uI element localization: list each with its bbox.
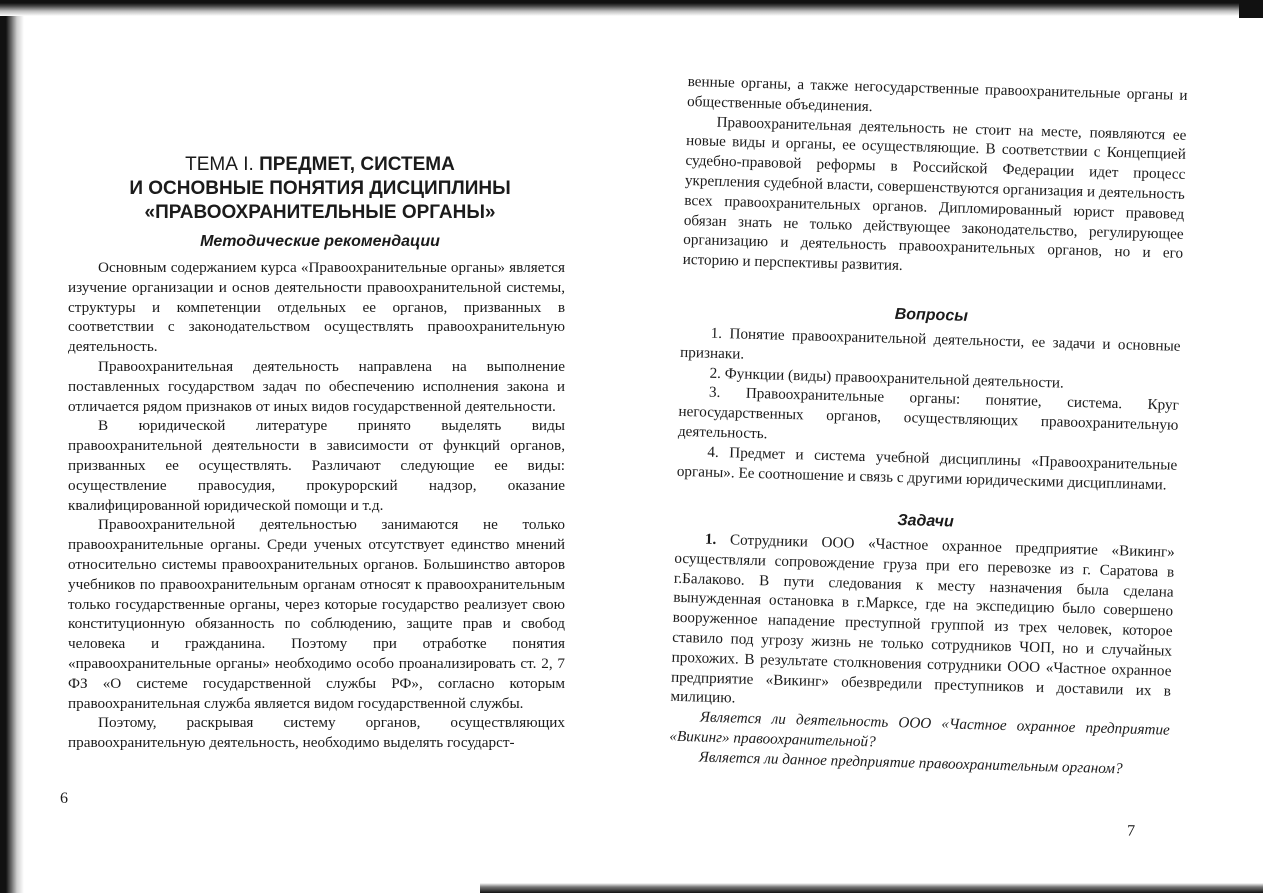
topic-number: ТЕМА I.: [185, 154, 254, 175]
paragraph: Правоохранительная деятельность направлена на выполнение поставленных государством задач по обеспечению исполнения закона и отличается рядом признаков от иных видов государственной деятельности.: [68, 357, 565, 415]
paragraph: Правоохранительной деятельностью занимаются не только правоохранительные органы. Среди ученых отсутствует единство мнений относительно системы правоохранительных органов. Большинство авторов учебников по правоохранительным органам относят к правоохранительным только государственные органы, через которые государство реализует свою конституционную обязанность по соблюдению, защите прав и свобод человека и гражданина. Поэтому при отработке понятия «правоохранительные органы» необходимо особо проанализировать ст. 2, 7 ФЗ «О системе государственной службы РФ», согласно которым правоохранительная служба является видом государственной службы.: [68, 516, 565, 712]
topic-title-line-3: «ПРАВООХРАНИТЕЛЬНЫЕ ОРГАНЫ»: [144, 202, 496, 223]
task-1: [669, 529, 1175, 780]
task-number: 1.: [704, 530, 717, 548]
page-number-right: 7: [1126, 822, 1136, 840]
topic-title: [60, 153, 580, 225]
topic-title-line-2: И ОСНОВНЫЕ ПОНЯТИЯ ДИСЦИПЛИНЫ: [129, 178, 511, 199]
scan-corner: [1239, 0, 1263, 18]
paragraph: Основным содержанием курса «Правоохранительные органы» является изучение организации и основ деятельности правоохранительной системы, структуры и компетенции отдельных ее органов, призванных в соответствии с законодательством осуществлять правоохранительную деятельность.: [68, 259, 565, 356]
topic-title-start: ПРЕДМЕТ, СИСТЕМА: [259, 154, 455, 175]
continued-text: [682, 72, 1187, 284]
topic-title-line-1: [60, 153, 580, 177]
methodical-text: [68, 258, 565, 753]
scan-shadow-bottom: [480, 883, 1263, 893]
task-question: Является ли деятельность ООО «Частное охранное предприятие «Викинг» правоохранительной?: [669, 708, 1171, 751]
methodical-heading: Методические рекомендации: [200, 233, 440, 250]
question-item: 4. Предмет и система учебной дисциплины «Правоохранительные органы». Ее соотношение и связь с другими юридическими дисциплинами.: [676, 443, 1178, 494]
question-item: 2. Функции (виды) правоохранительной деятельности.: [709, 364, 1065, 392]
paragraph: венные органы, а также негосударственные правоохранительные органы и общественные объединения.: [686, 72, 1188, 115]
task-body: [670, 529, 1175, 721]
questions-heading: Вопросы: [894, 305, 969, 325]
task-text: Сотрудники ООО «Частное охранное предприятие «Викинг» осуществляли сопровождение груза при его перевозке из г. Саратова в г.Балаково. В пути следования к месту назначения была сделана вынужденная остановка в г.Марксе, где на экспедицию было совершено вооруженное нападение преступной группой из трех человек, которое ставило под угрозу жизнь не только сотрудников ЧОП, но и случайных прохожих. В результате столкновения сотрудники ООО «Частное охранное предприятие «Викинг» обезвредили преступников и доставили их в милицию.: [670, 531, 1176, 707]
page-number-left: 6: [60, 790, 68, 807]
question-item: 3. Правоохранительные органы: понятие, система. Круг негосударственных органов, осуществляющих правоохранительную деятельность.: [677, 384, 1180, 443]
task-question: Является ли данное предприятие правоохранительным органом?: [698, 748, 1123, 778]
paragraph: Поэтому, раскрывая систему органов, осуществляющих правоохранительную деятельность, необходимо выделять государст-: [68, 714, 565, 752]
paragraph: Правоохранительная деятельность не стоит на месте, появляются ее новые виды и органы, ее осуществляющие. В соответствии с Концепцией судебно-правовой реформы в Российской Федерации идет процесс укрепления судебной власти, совершенствуются организация и деятельность всех правоохранительных органов. Дипломированный юрист правовед обязан знать не только действующее законодательство, регулирующее организацию и деятельность правоохранительных органов, но и его историю и перспективы развития.: [682, 113, 1187, 275]
tasks-heading: Задачи: [897, 511, 954, 531]
question-item: 1. Понятие правоохранительной деятельности, ее задачи и основные признаки.: [679, 324, 1181, 363]
paragraph: В юридической литературе принято выделять виды правоохранительной деятельности в зависимости от функций органов, призванных ее осуществлять. Различают следующие ее виды: осуществление правосудия, прокурорский надзор, оказание квалифицированной юридической помощи и т.д.: [68, 417, 565, 514]
scan-shadow-top: [0, 0, 1263, 16]
questions-list: [677, 323, 1181, 495]
scan-shadow-left: [0, 0, 24, 893]
